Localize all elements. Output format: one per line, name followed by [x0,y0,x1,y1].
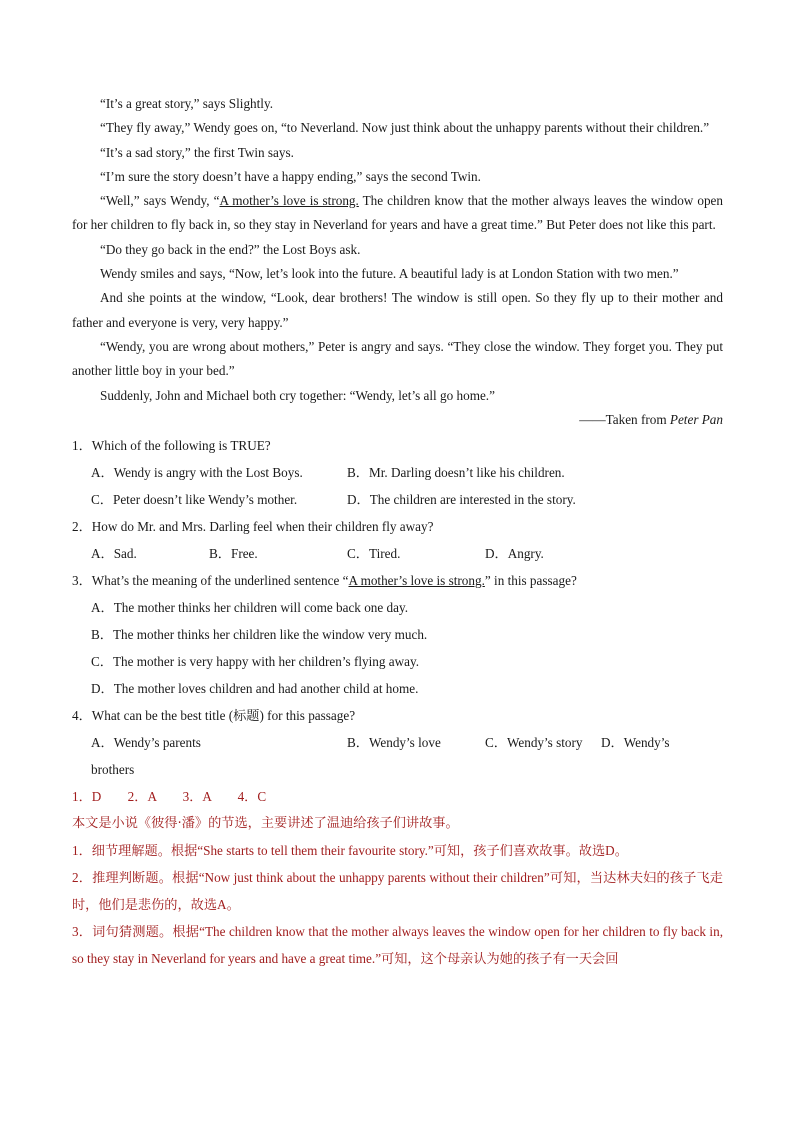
question-3-option-c: C．The mother is very happy with her children’s flying away. [91,654,420,670]
question-4-option-d: D．Wendy’s [601,735,670,751]
question-4-stem-text: 4．What can be the best title (标题) for this passage? [72,708,356,724]
passage-paragraph-8: And she points at the window, “Look, dear brothers! The window is still open. So they fly up to their mother and father and everyone is very, very happy.” [72,290,723,330]
question-3-option-d: D．The mother loves children and had another child at home. [91,681,419,697]
passage-paragraph-7: Wendy smiles and says, “Now, let’s look into the future. A beautiful lady is at London Station with two men.” [100,266,679,282]
source-line [72,408,723,432]
question-1-option-a: A．Wendy is angry with the Lost Boys. [91,465,303,481]
question-2-option-d: D．Angry. [485,546,544,562]
document-page [72,92,723,972]
passage-paragraph-5 [72,189,723,238]
question-1-options-row-2 [72,486,723,513]
paragraph-5-start: “Well,” says Wendy, “ [100,193,220,209]
question-3-stem [72,567,723,594]
question-2-option-c: C．Tired. [347,546,401,562]
answer-explanation-1: 1．细节理解题。根据“She starts to tell them their favourite story.”可知，孩子们喜欢故事。故选D。 [72,843,628,859]
question-1-option-c: C．Peter doesn’t like Wendy’s mother. [91,492,298,508]
answer-intro: 本文是小说《彼得·潘》的节选，主要讲述了温迪给孩子们讲故事。 [72,816,459,832]
question-1-stem: 1．Which of the following is TRUE? [72,438,271,454]
question-1-option-b: B．Mr. Darling doesn’t like his children. [347,465,565,481]
passage-paragraph-10: Suddenly, John and Michael both cry together: “Wendy, let’s all go home.” [100,387,495,403]
underlined-sentence: A mother’s love is strong. [219,193,359,209]
question-2-option-b: B．Free. [209,546,258,562]
question-4-option-c: C．Wendy’s story [485,735,583,751]
question-3-option-b: B．The mother thinks her children like the window very much. [91,627,428,643]
source-prefix: ——Taken from [579,411,670,427]
question-4-option-d-continued-row [72,756,723,783]
question-3-option-c-row [72,648,723,675]
question-1-options-row-1 [72,459,723,486]
question-4-stem [72,702,723,729]
question-4-option-a: A．Wendy’s parents [91,735,201,751]
source-title: Peter Pan [669,411,723,427]
question-3-option-a: A．The mother thinks her children will come back one day. [91,600,409,616]
passage-paragraph-1: “It’s a great story,” says Slightly. [100,96,273,111]
answer-key: 1．D 2．A 3．A 4．C [72,789,267,805]
paragraph-5-end: The children know that the mother always leaves the window open for her children to fly back in, so they stay in Neverland for years and have a great time.” But Peter does not like this part. [72,193,723,233]
answer-explanation-2: 2．推理判断题。根据“Now just think about the unhappy parents without their children”可知，当达林夫妇的孩子飞走时，他们是悲伤的，故选A。 [72,870,723,913]
question-4-option-b: B．Wendy’s love [347,735,441,751]
question-3-stem-start: 3．What’s the meaning of the underlined sentence “ [72,573,349,589]
question-2-options [72,540,723,567]
question-3-underlined: A mother’s love is strong. [348,573,485,589]
question-2-option-a: A．Sad. [91,546,137,562]
question-3-stem-end: ” in this passage? [484,573,577,589]
question-2-stem: 2．How do Mr. and Mrs. Darling feel when their children fly away? [72,519,434,535]
question-3-option-a-row [72,594,723,621]
question-4-options [72,729,723,756]
question-1-option-d: D．The children are interested in the story. [347,492,576,508]
passage-paragraph-4: “I’m sure the story doesn’t have a happy ending,” says the second Twin. [100,168,481,184]
passage-paragraph-9: “Wendy, you are wrong about mothers,” Peter is angry and says. “They close the window. They forget you. They put another little boy in your bed.” [72,338,723,379]
question-3-option-b-row [72,621,723,648]
answer-explanation-3: 3．词句猜测题。根据“The children know that the mother always leaves the window open for her children to fly back in, so they stay in Neverland for years and have a great time.”可知，这个母亲认为她的孩子有一天会回 [72,924,723,967]
question-4-option-d-continued: brothers [91,762,135,778]
question-3-option-d-row [72,675,723,702]
passage-paragraph-3: “It’s a sad story,” the first Twin says. [100,144,294,160]
passage-paragraph-2: “They fly away,” Wendy goes on, “to Neverland. Now just think about the unhappy parents without their children.” [100,120,710,136]
passage-paragraph-6: “Do they go back in the end?” the Lost Boys ask. [100,241,361,257]
